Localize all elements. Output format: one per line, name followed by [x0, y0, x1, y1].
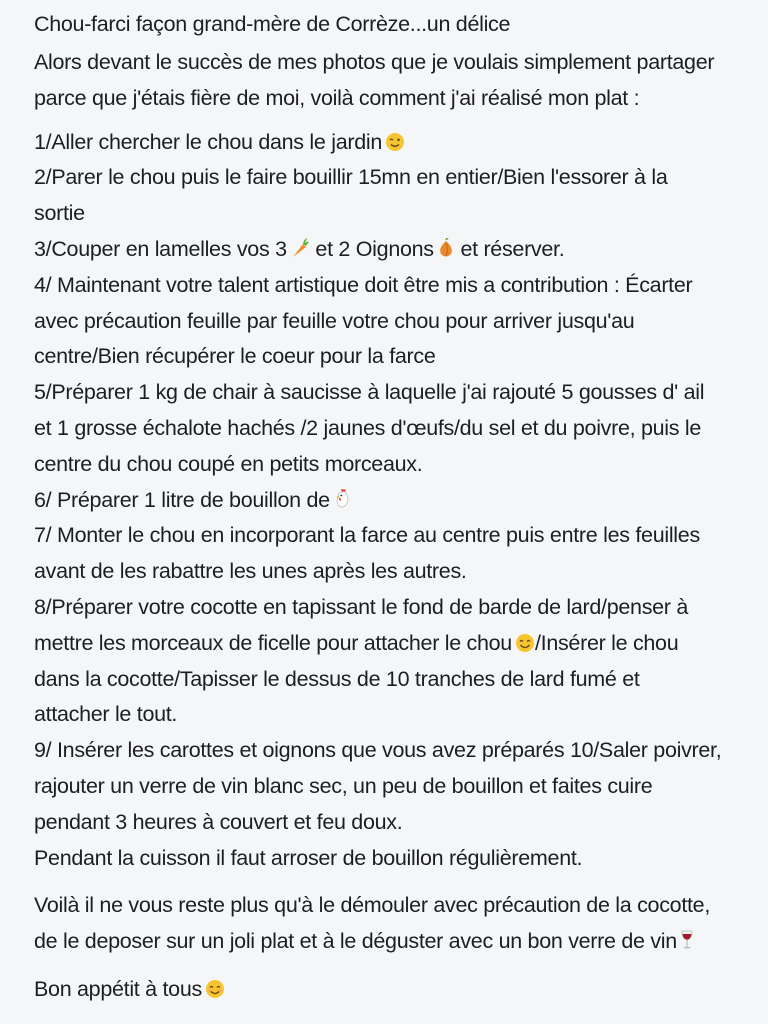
smiling-face-emoji-icon — [515, 633, 535, 653]
step-3-text-b: et 2 Oignons — [315, 236, 434, 261]
step-8-line-1: 8/Préparer votre cocotte en tapissant le fond de barde de lard/penser à — [34, 594, 688, 619]
outro-line-2 — [34, 924, 748, 960]
step-9-line-1: 9/ Insérer les carottes et oignons que vous avez préparés 10/Saler poivrer, — [34, 738, 722, 763]
intro-line-1: Alors devant le succès de mes photos que je voulais simplement partager — [34, 50, 715, 74]
step-1 — [34, 125, 748, 161]
step-8-line-2 — [34, 626, 748, 662]
step-4-line-1: 4/ Maintenant votre talent artistique doit être mis a contribution : Écarter — [34, 272, 693, 297]
carrot-emoji-icon — [290, 237, 310, 259]
step-3 — [34, 232, 748, 268]
post-title: Chou-farci façon grand-mère de Corrèze...un délice — [34, 12, 511, 36]
signoff-text: Bon appétit à tous — [34, 976, 202, 1001]
step-2-line-2: sortie — [34, 201, 85, 226]
step-5-line-1: 5/Préparer 1 kg de chair à saucisse à laquelle j'ai rajouté 5 gousses d' ail — [34, 380, 705, 405]
step-8-line-4: attacher le tout. — [34, 702, 178, 727]
step-3-text-a: 3/Couper en lamelles vos 3 — [34, 236, 287, 261]
step-8-text-c: /Insérer le chou — [534, 630, 679, 655]
step-7-line-1: 7/ Monter le chou en incorporant la farce au centre puis entre les feuilles — [34, 523, 700, 548]
step-2-line-1: 2/Parer le chou puis le faire bouillir 15mn en entier/Bien l'essorer à la — [34, 165, 668, 190]
intro-line-2: parce que j'étais fière de moi, voilà comment j'ai réalisé mon plat : — [34, 85, 640, 110]
step-6 — [34, 483, 748, 519]
step-4-line-2: avec précaution feuille par feuille votre chou pour arriver jusqu'au — [34, 308, 635, 333]
chicken-emoji-icon — [333, 488, 353, 510]
step-6-text: 6/ Préparer 1 litre de bouillon de — [34, 487, 330, 512]
step-8-line-3: dans la cocotte/Tapisser le dessus de 10 tranches de lard fumé et — [34, 666, 640, 691]
signoff-line — [34, 972, 748, 1008]
step-8-text-b: mettre les morceaux de ficelle pour attacher le chou — [34, 630, 512, 655]
step-5-line-2: et 1 grosse échalote hachés /2 jaunes d'œufs/du sel et du poivre, puis le — [34, 415, 702, 440]
step-9-line-3: pendant 3 heures à couvert et feu doux. — [34, 809, 403, 834]
step-1-text: 1/Aller chercher le chou dans le jardin — [34, 129, 383, 154]
step-4-line-3: centre/Bien récupérer le coeur pour la farce — [34, 344, 436, 369]
step-3-text-c: et réserver. — [460, 236, 565, 261]
winking-face-emoji-icon — [385, 132, 405, 152]
step-9-line-2: rajouter un verre de vin blanc sec, un peu de bouillon et faites cuire — [34, 773, 653, 798]
outro-line-1: Voilà il ne vous reste plus qu'à le démouler avec précaution de la cocotte, — [34, 893, 710, 918]
outro-text-2: de le deposer sur un joli plat et à le déguster avec un bon verre de vin — [34, 929, 677, 954]
blushing-face-emoji-icon — [205, 979, 225, 999]
step-5-line-3: centre du chou coupé en petits morceaux. — [34, 451, 423, 476]
onion-emoji-icon — [437, 237, 455, 259]
step-7-line-2: avant de les rabattre les unes après les autres. — [34, 559, 467, 584]
step-9-line-4: Pendant la cuisson il faut arroser de bouillon régulièrement. — [34, 845, 583, 870]
wine-glass-emoji-icon — [680, 929, 694, 951]
